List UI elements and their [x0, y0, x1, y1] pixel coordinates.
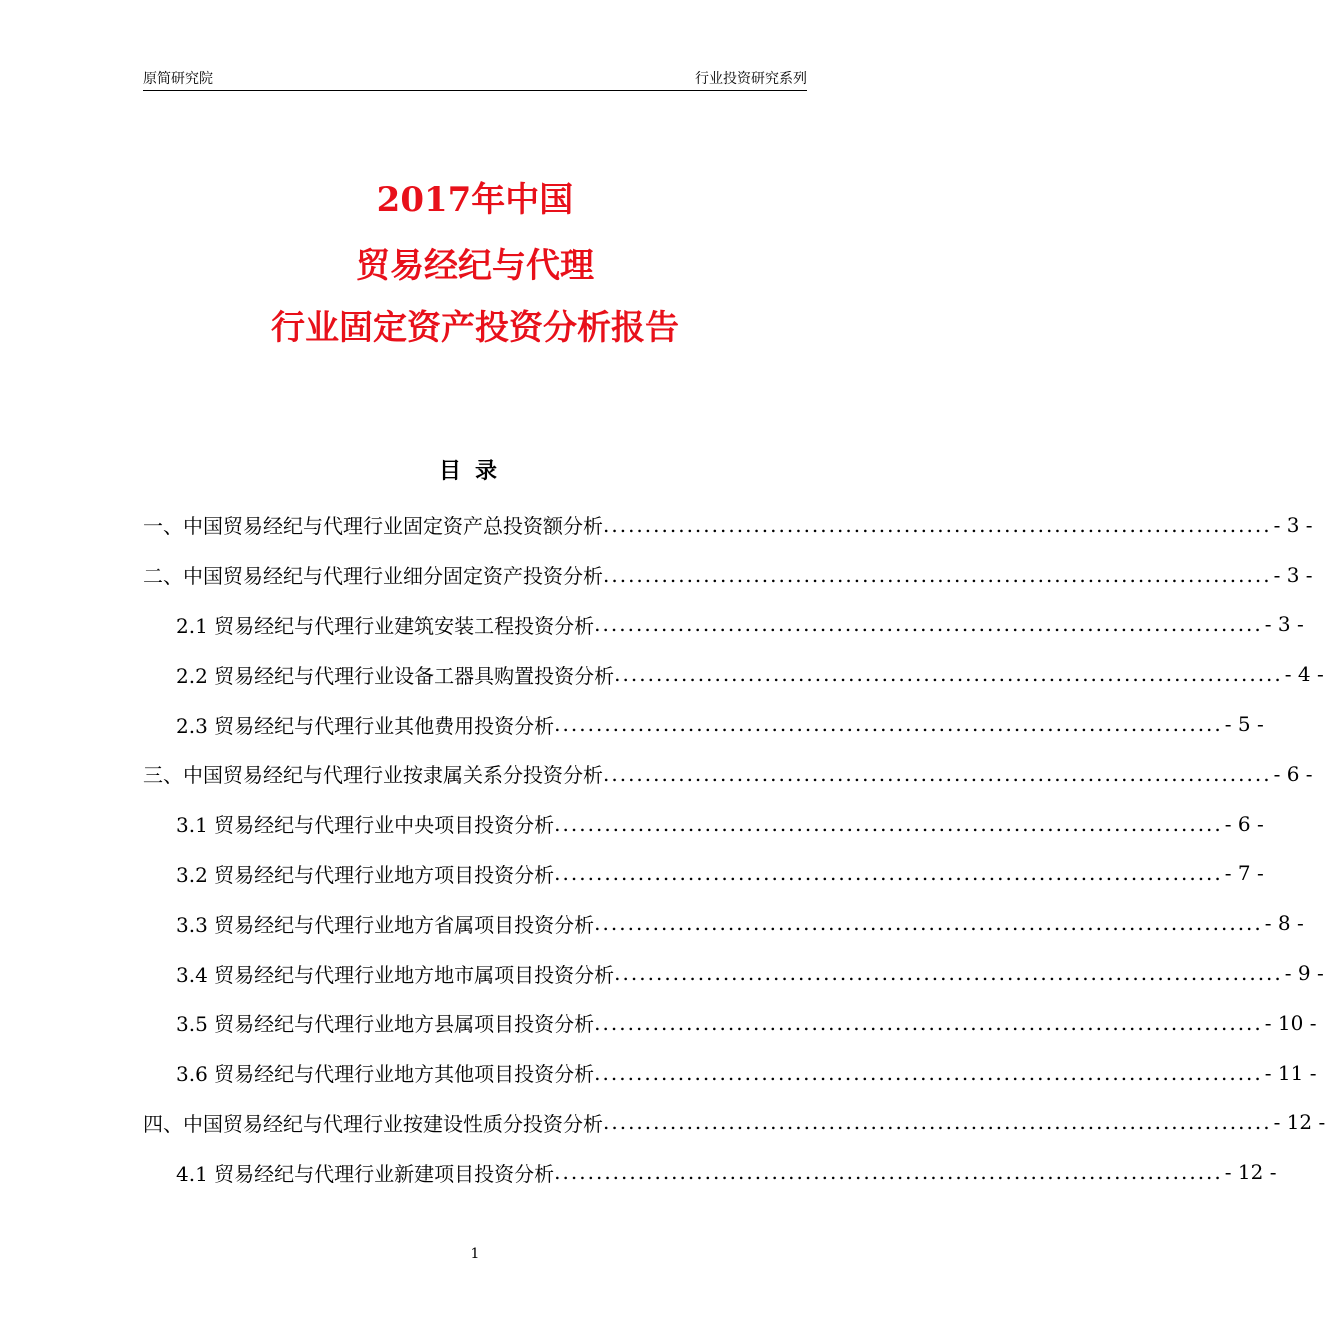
toc-entry[interactable]: [143, 898, 1304, 948]
toc-entry[interactable]: [143, 948, 1324, 998]
toc-entry-label: 二、中国贸易经纪与代理行业细分固定资产投资分析: [143, 564, 603, 589]
toc-entry-page: - 12 -: [1273, 1110, 1325, 1135]
toc-leader-dots: ................................................................................: [594, 612, 1263, 637]
toc-entry-label: 3.6 贸易经纪与代理行业地方其他项目投资分析: [176, 1062, 595, 1087]
page-header: [143, 64, 807, 91]
toc-leader-dots: ................................................................................: [594, 1010, 1263, 1035]
toc-entry-label: 2.2 贸易经纪与代理行业设备工器具购置投资分析: [176, 663, 615, 688]
toc-leader-dots: ................................................................................: [603, 562, 1272, 587]
toc-entry-page: - 7 -: [1224, 861, 1264, 886]
toc-leader-dots: ................................................................................: [594, 911, 1263, 936]
toc-entry[interactable]: [143, 998, 1317, 1048]
toc-entry-page: - 11 -: [1264, 1060, 1317, 1085]
toc-entry[interactable]: [143, 1147, 1277, 1197]
toc-leader-dots: ................................................................................: [614, 961, 1283, 986]
table-of-contents: [143, 500, 1325, 1197]
toc-heading: 目录: [438, 459, 511, 484]
toc-leader-dots: ................................................................................: [614, 662, 1283, 687]
toc-entry-label: 四、中国贸易经纪与代理行业按建设性质分投资分析: [143, 1111, 603, 1136]
toc-entry[interactable]: [143, 500, 1313, 550]
toc-leader-dots: ................................................................................: [603, 761, 1272, 786]
report-title-line2: 贸易经纪与代理: [356, 246, 594, 286]
toc-entry-page: - 6 -: [1273, 761, 1313, 786]
toc-leader-dots: ................................................................................: [603, 1110, 1272, 1135]
toc-leader-dots: ................................................................................: [554, 712, 1223, 737]
toc-entry[interactable]: [143, 1048, 1317, 1098]
toc-entry-label: 2.3 贸易经纪与代理行业其他费用投资分析: [176, 713, 555, 738]
toc-entry-label: 4.1 贸易经纪与代理行业新建项目投资分析: [176, 1161, 555, 1186]
toc-entry-page: - 8 -: [1264, 911, 1304, 936]
toc-entry-page: - 3 -: [1273, 562, 1313, 587]
toc-entry[interactable]: [143, 649, 1324, 699]
header-org-name: 原简研究院: [143, 71, 213, 87]
toc-entry-label: 2.1 贸易经纪与代理行业建筑安装工程投资分析: [176, 613, 595, 638]
toc-entry-label: 3.1 贸易经纪与代理行业中央项目投资分析: [176, 813, 555, 838]
toc-leader-dots: ................................................................................: [554, 861, 1223, 886]
toc-entry-label: 3.3 贸易经纪与代理行业地方省属项目投资分析: [176, 912, 595, 937]
toc-entry-page: - 10 -: [1264, 1010, 1317, 1035]
toc-entry-page: - 9 -: [1284, 961, 1324, 986]
toc-entry-label: 3.5 贸易经纪与代理行业地方县属项目投资分析: [176, 1012, 595, 1037]
toc-entry[interactable]: [143, 1098, 1325, 1148]
toc-entry[interactable]: [143, 699, 1264, 749]
toc-entry-page: - 3 -: [1273, 512, 1313, 537]
toc-entry-page: - 5 -: [1224, 712, 1264, 737]
toc-entry-label: 三、中国贸易经纪与代理行业按隶属关系分投资分析: [143, 763, 603, 788]
toc-entry[interactable]: [143, 849, 1264, 899]
toc-entry-page: - 6 -: [1224, 811, 1264, 836]
toc-leader-dots: ................................................................................: [594, 1060, 1263, 1085]
toc-entry[interactable]: [143, 799, 1264, 849]
report-title-line1: 2017年中国: [376, 180, 574, 220]
toc-entry[interactable]: [143, 749, 1313, 799]
toc-entry[interactable]: [143, 600, 1304, 650]
toc-leader-dots: ................................................................................: [554, 811, 1223, 836]
page-number: 1: [470, 1246, 480, 1262]
toc-entry-page: - 4 -: [1284, 662, 1324, 687]
toc-entry-label: 3.4 贸易经纪与代理行业地方地市属项目投资分析: [176, 962, 615, 987]
toc-leader-dots: ................................................................................: [554, 1160, 1223, 1185]
toc-entry-label: 3.2 贸易经纪与代理行业地方项目投资分析: [176, 862, 555, 887]
toc-entry-page: - 12 -: [1224, 1160, 1277, 1185]
toc-entry-page: - 3 -: [1264, 612, 1304, 637]
toc-entry-label: 一、中国贸易经纪与代理行业固定资产总投资额分析: [143, 514, 603, 539]
header-series-name: 行业投资研究系列: [695, 71, 807, 87]
report-title-line3: 行业固定资产投资分析报告: [271, 308, 679, 348]
toc-entry[interactable]: [143, 550, 1313, 600]
toc-leader-dots: ................................................................................: [603, 512, 1272, 537]
